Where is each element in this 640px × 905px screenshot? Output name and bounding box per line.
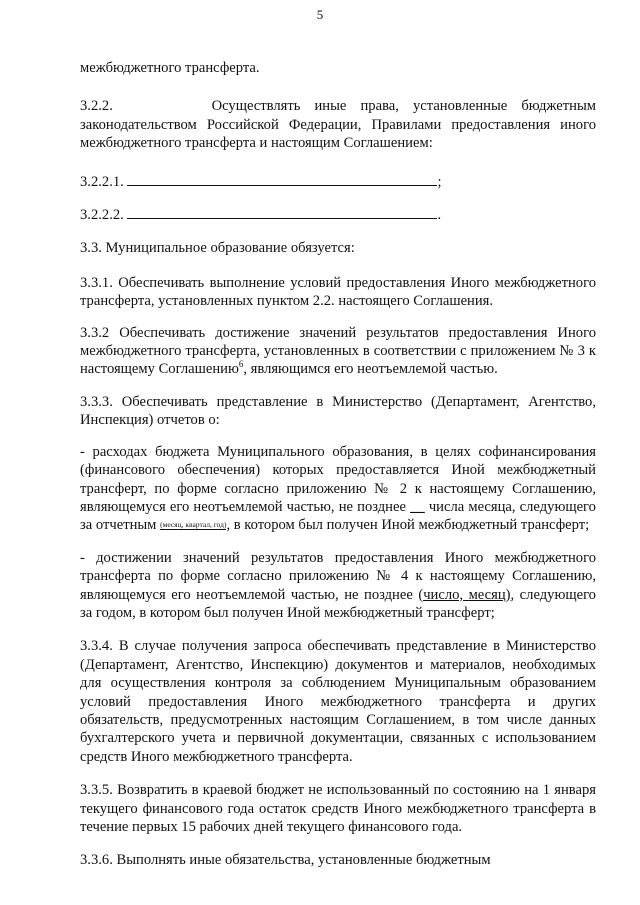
clause-number: 3.2.2. [80,98,113,115]
fill-in-line [127,206,437,219]
list-item-expenses-report [80,443,596,535]
clause-number: 3.2.2.2. [80,207,124,224]
clause-3-3-6: 3.3.6. Выполнять иные обязательства, установленные бюджетным [80,852,491,869]
list-item-text: - достижении значений результатов предоставления Иного межбюджетного трансферта по форме согласно приложению № 4 к настоящему Соглашению, являющемуся его неотъемлемой частью, не позднее [80,549,596,603]
paragraph-continuation: межбюджетного трансферта. [80,60,260,76]
clause-text: Осуществлять иные права, установленные бюджетным законодательством Российской Федерации, Правилами предоставления иного межбюджетного трансферта и настоящим Соглашением: [80,98,596,152]
clause-number: 3.2.2.1. [80,173,124,190]
clause-3-3-4: 3.3.4. В случае получения запроса обеспечивать представление в Министерство (Департамент, Агентство, Инспекцию) документов и материалов, необходимых для осуществления контроля за соблюдением Муниципальным образованием условий предоставления Иного межбюджетного трансферта и других обязательств, предусмотренных настоящим Соглашением, в том числе данных бухгалтерского учета и первичной документации, связанных с использованием средств Иного межбюджетного трансферта. [80,638,596,765]
document-body [80,59,596,870]
date-hint: (число, месяц) [418,586,511,603]
clause-3-2-2-1 [80,173,596,191]
list-item-results-report [80,549,596,623]
clause-3-3: 3.3. Муниципальное образование обязуется: [80,240,355,257]
days-blank: __ [410,498,425,515]
clause-text: 3.3.2 Обеспечивать достижение значений результатов предоставления Иного межбюджетного трансферта, установленных в соответствии с приложением № 3 к настоящему Соглашению [80,324,596,378]
list-item-text-tail: , следующего за годом, в котором был получен Иной межбюджетный трансферт; [80,586,596,621]
page-number: 5 [316,7,324,22]
clause-3-2-2-2 [80,206,596,224]
clause-3-3-2 [80,324,596,379]
list-item-text-tail: , в котором был получен Иной межбюджетный трансферт; [226,517,590,534]
list-item-text: - расходах бюджета Муниципального образования, в целях софинансирования (финансового обеспечения) которых предоставляется Иной межбюджетный трансферт, по форме согласно приложению № 2 к настоящему Соглашению, являющемуся его неотъемлемой частью, не позднее [80,443,596,515]
clause-3-3-1: 3.3.1. Обеспечивать выполнение условий предоставления Иного межбюджетного трансферта, установленных пунктом 2.2. настоящего Соглашения. [80,274,596,310]
fill-in-line [127,173,437,186]
clause-end: . [437,207,442,224]
footnote-mark: 6 [238,359,244,370]
period-hint: (месяц, квартал, год) [160,520,227,530]
list-item-text-mid: числа месяца, следующего за отчетным [80,498,596,534]
clause-3-2-2 [80,97,596,152]
clause-3-3-3: 3.3.3. Обеспечивать представление в Министерство (Департамент, Агентство, Инспекция) отчетов о: [80,393,596,429]
clause-text-tail: , являющимся его неотъемлемой частью. [243,361,498,378]
clause-3-3-5: 3.3.5. Возвратить в краевой бюджет не использованный по состоянию на 1 января текущего финансового года остаток средств Иного межбюджетного трансферта в течение первых 15 рабочих дней текущего финансового года. [80,782,596,835]
clause-end: ; [437,173,442,190]
